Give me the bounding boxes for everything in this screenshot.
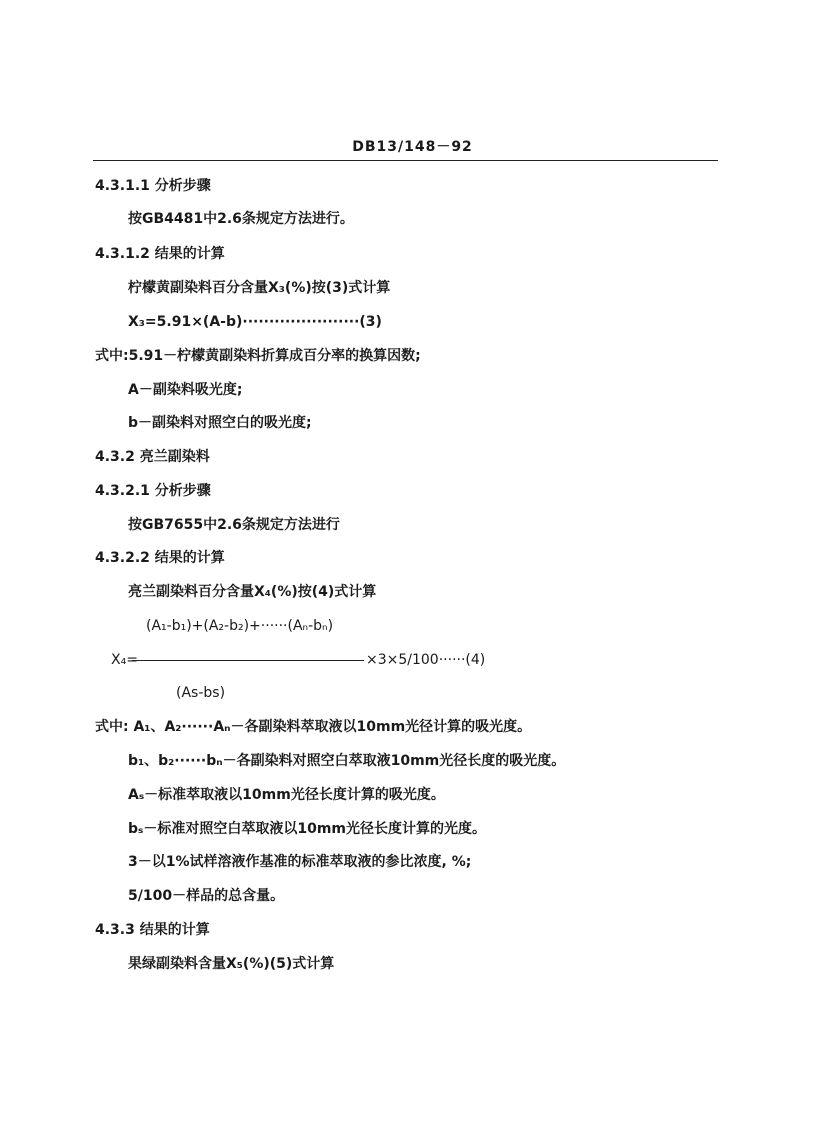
formula-denominator: (As-bs): [176, 685, 226, 701]
section-heading: 4.3.1.2 结果的计算: [95, 246, 225, 262]
definition: A－副染料吸光度;: [128, 382, 243, 398]
paragraph: 亮兰副染料百分含量X₄(%)按(4)式计算: [128, 584, 377, 600]
formula-numerator: (A₁-b₁)+(A₂-b₂)+······(Aₙ-bₙ): [146, 618, 334, 634]
definition: 5/100－样品的总含量。: [128, 888, 285, 904]
definition: b₁、b₂······bₙ－各副染料对照空白萃取液10mm光径长度的吸光度。: [128, 753, 566, 769]
definition: Aₛ－标准萃取液以10mm光径长度计算的吸光度。: [128, 787, 445, 803]
fraction-bar: [132, 660, 364, 661]
paragraph: 式中: A₁、A₂······Aₙ－各副染料萃取液以10mm光径计算的吸光度。: [95, 719, 532, 735]
formula: X₃=5.91×(A-b)······················(3): [128, 314, 382, 330]
header-rule: [93, 160, 718, 161]
formula-rhs: ×3×5/100······(4): [366, 652, 486, 668]
definition: bₛ－标准对照空白萃取液以10mm光径长度计算的光度。: [128, 821, 487, 837]
paragraph: 按GB4481中2.6条规定方法进行。: [128, 211, 354, 227]
paragraph: 果绿副染料含量X₅(%)(5)式计算: [128, 956, 335, 972]
section-heading: 4.3.2 亮兰副染料: [95, 449, 210, 465]
paragraph: 柠檬黄副染料百分含量X₃(%)按(3)式计算: [128, 280, 391, 296]
section-heading: 4.3.2.2 结果的计算: [95, 550, 225, 566]
definition: b－副染料对照空白的吸光度;: [128, 415, 312, 431]
formula-lhs: X₄=: [111, 652, 138, 668]
paragraph: 式中:5.91－柠檬黄副染料折算成百分率的换算因数;: [95, 348, 421, 364]
document-code: DB13/148－92: [352, 139, 473, 155]
paragraph: 按GB7655中2.6条规定方法进行: [128, 517, 340, 533]
section-heading: 4.3.3 结果的计算: [95, 922, 210, 938]
definition: 3－以1%试样溶液作基准的标准萃取液的参比浓度, %;: [128, 854, 472, 870]
section-heading: 4.3.1.1 分析步骤: [95, 178, 211, 194]
section-heading: 4.3.2.1 分析步骤: [95, 483, 211, 499]
